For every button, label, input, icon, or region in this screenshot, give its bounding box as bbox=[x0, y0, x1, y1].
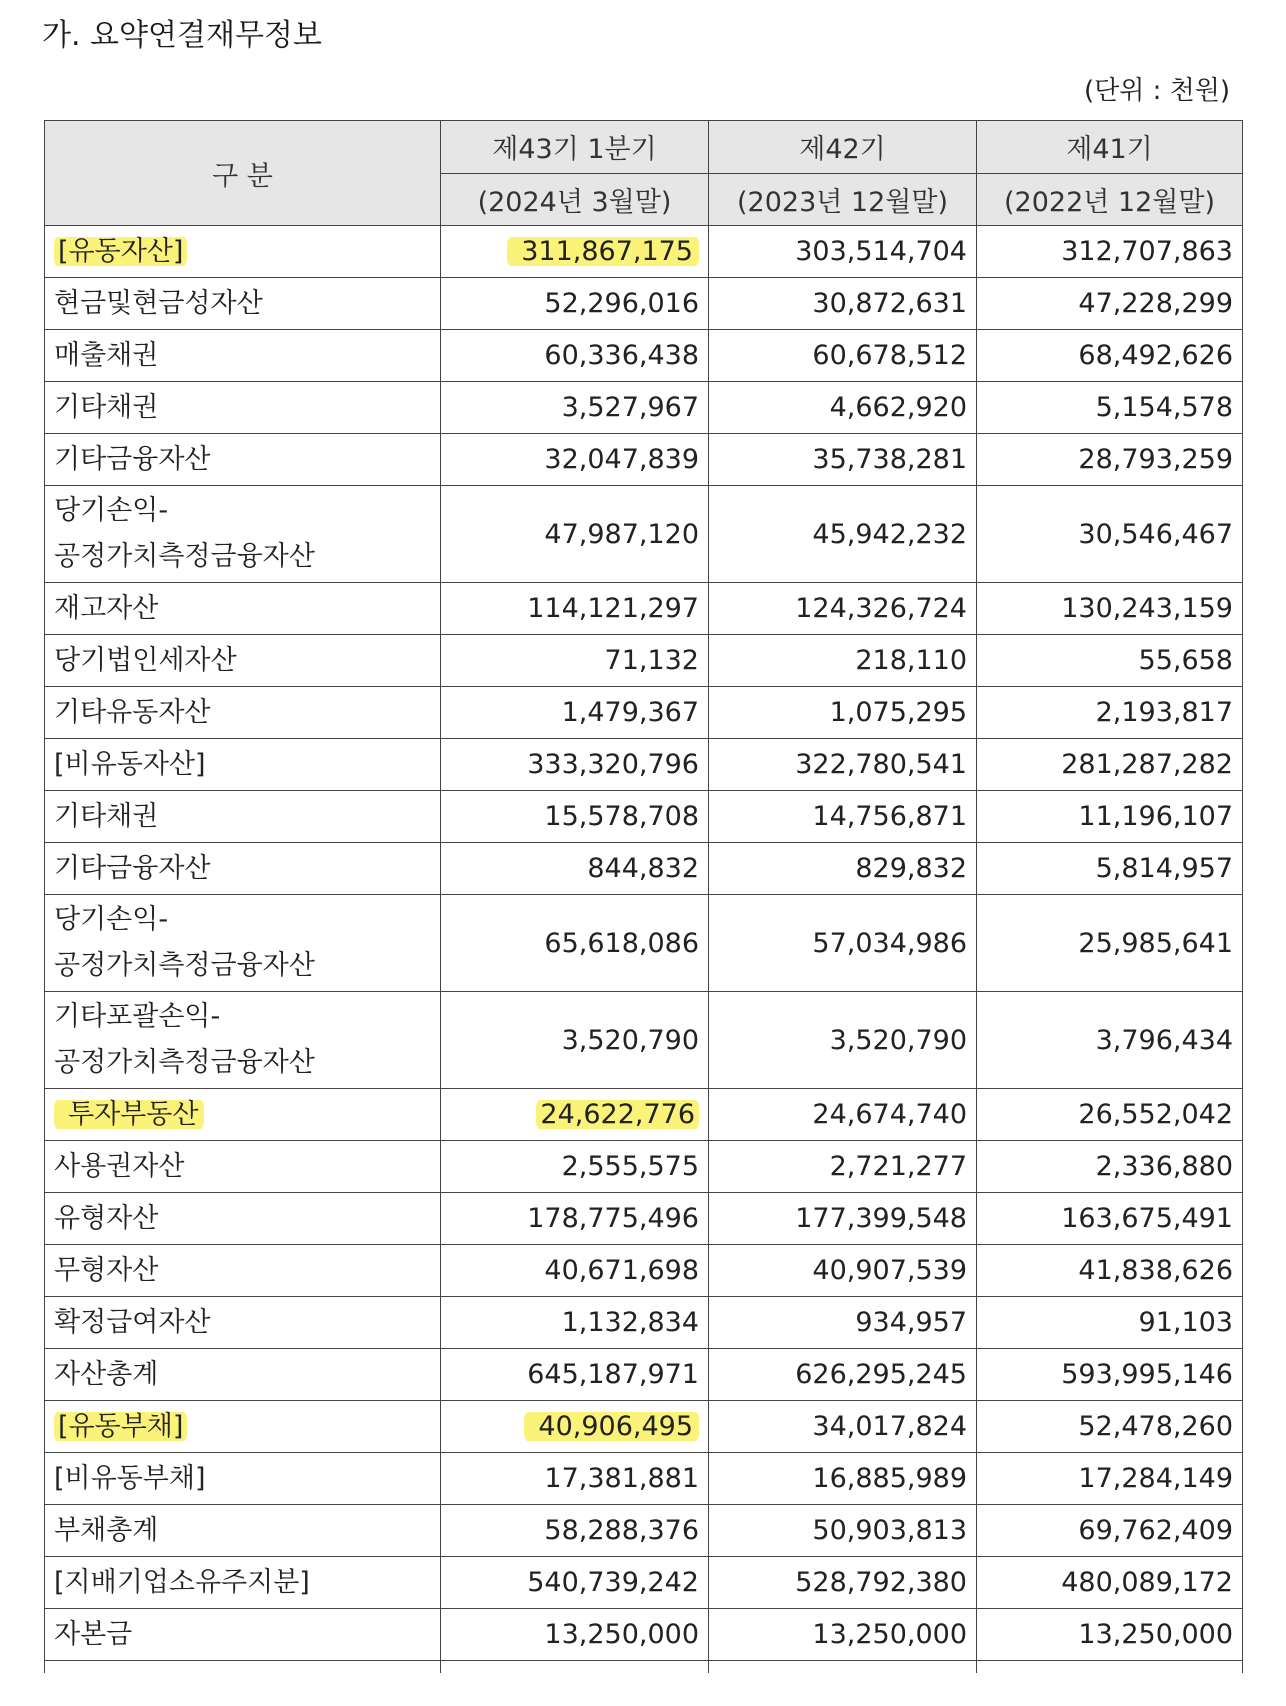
table-row bbox=[45, 1141, 1243, 1193]
table-row bbox=[45, 791, 1243, 843]
value-cell: 15,578,708 bbox=[441, 791, 709, 843]
value-cell: 1,075,295 bbox=[709, 687, 977, 739]
table-row bbox=[45, 1245, 1243, 1297]
value-cell: 130,243,159 bbox=[977, 583, 1243, 635]
header-period-name: 제43기 1분기 bbox=[441, 121, 709, 174]
empty-cell bbox=[977, 1661, 1243, 1674]
value-cell: 25,985,641 bbox=[977, 895, 1243, 992]
header-category: 구 분 bbox=[45, 121, 441, 226]
table-row bbox=[45, 635, 1243, 687]
row-label: 부채총계 bbox=[45, 1505, 441, 1557]
value-cell: 1,132,834 bbox=[441, 1297, 709, 1349]
table-row-cut bbox=[45, 1661, 1243, 1674]
value-cell: 528,792,380 bbox=[709, 1557, 977, 1609]
value-cell: 71,132 bbox=[441, 635, 709, 687]
highlight-mark: 311,867,175 bbox=[507, 234, 699, 269]
value-cell: 57,034,986 bbox=[709, 895, 977, 992]
value-cell: 13,250,000 bbox=[441, 1609, 709, 1661]
value-cell: 55,658 bbox=[977, 635, 1243, 687]
table-row bbox=[45, 1453, 1243, 1505]
highlight-mark: [유동부채] bbox=[54, 1409, 187, 1444]
value-cell: 218,110 bbox=[709, 635, 977, 687]
row-label: 매출채권 bbox=[45, 330, 441, 382]
value-cell: 5,154,578 bbox=[977, 382, 1243, 434]
value-cell: 40,671,698 bbox=[441, 1245, 709, 1297]
table-row bbox=[45, 278, 1243, 330]
header-period-name: 제41기 bbox=[977, 121, 1243, 174]
value-cell: 645,187,971 bbox=[441, 1349, 709, 1401]
row-label: 사용권자산 bbox=[45, 1141, 441, 1193]
row-label: [지배기업소유주지분] bbox=[45, 1557, 441, 1609]
value-cell: 26,552,042 bbox=[977, 1089, 1243, 1141]
value-cell: 114,121,297 bbox=[441, 583, 709, 635]
table-row bbox=[45, 1401, 1243, 1453]
value-cell: 60,678,512 bbox=[709, 330, 977, 382]
value-cell: 593,995,146 bbox=[977, 1349, 1243, 1401]
empty-cell bbox=[441, 1661, 709, 1674]
table-row bbox=[45, 583, 1243, 635]
value-cell: 3,796,434 bbox=[977, 992, 1243, 1089]
value-cell: 60,336,438 bbox=[441, 330, 709, 382]
value-cell: 17,284,149 bbox=[977, 1453, 1243, 1505]
value-cell: 626,295,245 bbox=[709, 1349, 977, 1401]
value-cell: 2,193,817 bbox=[977, 687, 1243, 739]
value-cell bbox=[441, 1401, 709, 1453]
summary-financial-table bbox=[44, 120, 1243, 1673]
row-label: 재고자산 bbox=[45, 583, 441, 635]
row-label: 당기법인세자산 bbox=[45, 635, 441, 687]
value-cell: 3,520,790 bbox=[441, 992, 709, 1089]
row-label: 기타채권 bbox=[45, 382, 441, 434]
table-row bbox=[45, 687, 1243, 739]
value-cell: 4,662,920 bbox=[709, 382, 977, 434]
value-cell: 52,296,016 bbox=[441, 278, 709, 330]
row-label: 기타금융자산 bbox=[45, 434, 441, 486]
row-label bbox=[45, 486, 441, 583]
value-cell bbox=[441, 226, 709, 278]
value-cell: 322,780,541 bbox=[709, 739, 977, 791]
table-row bbox=[45, 330, 1243, 382]
table-row bbox=[45, 895, 1243, 992]
row-label-line: 공정가치측정금융자산 bbox=[54, 1047, 315, 1078]
value-cell: 30,546,467 bbox=[977, 486, 1243, 583]
row-label: [비유동자산] bbox=[45, 739, 441, 791]
table-row bbox=[45, 1505, 1243, 1557]
value-cell: 58,288,376 bbox=[441, 1505, 709, 1557]
highlight-mark: 40,906,495 bbox=[524, 1409, 699, 1444]
value-cell: 52,478,260 bbox=[977, 1401, 1243, 1453]
table-row bbox=[45, 1089, 1243, 1141]
value-cell: 333,320,796 bbox=[441, 739, 709, 791]
row-label: 현금및현금성자산 bbox=[45, 278, 441, 330]
row-label-line: 당기손익- bbox=[54, 495, 169, 526]
table-row bbox=[45, 486, 1243, 583]
row-label-line: 공정가치측정금융자산 bbox=[54, 950, 315, 981]
table-row bbox=[45, 843, 1243, 895]
row-label: 기타유동자산 bbox=[45, 687, 441, 739]
value-cell: 17,381,881 bbox=[441, 1453, 709, 1505]
header-period-date: (2022년 12월말) bbox=[977, 173, 1243, 226]
value-cell: 124,326,724 bbox=[709, 583, 977, 635]
row-label-line: 당기손익- bbox=[54, 904, 169, 935]
table-row bbox=[45, 226, 1243, 278]
value-cell: 934,957 bbox=[709, 1297, 977, 1349]
table-row bbox=[45, 1297, 1243, 1349]
table-row bbox=[45, 1609, 1243, 1661]
row-label: 무형자산 bbox=[45, 1245, 441, 1297]
value-cell: 68,492,626 bbox=[977, 330, 1243, 382]
value-cell: 177,399,548 bbox=[709, 1193, 977, 1245]
value-cell: 32,047,839 bbox=[441, 434, 709, 486]
value-cell: 303,514,704 bbox=[709, 226, 977, 278]
header-period-name: 제42기 bbox=[709, 121, 977, 174]
value-cell: 47,987,120 bbox=[441, 486, 709, 583]
header-period-date: (2023년 12월말) bbox=[709, 173, 977, 226]
row-label: 자산총계 bbox=[45, 1349, 441, 1401]
row-label bbox=[45, 1401, 441, 1453]
value-cell: 34,017,824 bbox=[709, 1401, 977, 1453]
value-cell: 829,832 bbox=[709, 843, 977, 895]
value-cell: 47,228,299 bbox=[977, 278, 1243, 330]
header-period-date: (2024년 3월말) bbox=[441, 173, 709, 226]
value-cell: 540,739,242 bbox=[441, 1557, 709, 1609]
value-cell: 1,479,367 bbox=[441, 687, 709, 739]
value-cell: 35,738,281 bbox=[709, 434, 977, 486]
value-cell: 13,250,000 bbox=[977, 1609, 1243, 1661]
value-cell: 45,942,232 bbox=[709, 486, 977, 583]
table-row bbox=[45, 1193, 1243, 1245]
value-cell: 2,336,880 bbox=[977, 1141, 1243, 1193]
table-row bbox=[45, 739, 1243, 791]
row-label bbox=[45, 226, 441, 278]
row-label bbox=[45, 1089, 441, 1141]
value-cell: 30,872,631 bbox=[709, 278, 977, 330]
row-label: 기타금융자산 bbox=[45, 843, 441, 895]
value-cell: 5,814,957 bbox=[977, 843, 1243, 895]
unit-note: (단위 : 천원) bbox=[1083, 76, 1230, 106]
highlight-mark: 24,622,776 bbox=[536, 1097, 699, 1132]
value-cell: 312,707,863 bbox=[977, 226, 1243, 278]
row-label bbox=[45, 992, 441, 1089]
value-cell: 480,089,172 bbox=[977, 1557, 1243, 1609]
value-cell: 13,250,000 bbox=[709, 1609, 977, 1661]
row-label: [비유동부채] bbox=[45, 1453, 441, 1505]
table-row bbox=[45, 434, 1243, 486]
table-row bbox=[45, 992, 1243, 1089]
value-cell: 50,903,813 bbox=[709, 1505, 977, 1557]
value-cell: 281,287,282 bbox=[977, 739, 1243, 791]
value-cell: 16,885,989 bbox=[709, 1453, 977, 1505]
value-cell bbox=[441, 1089, 709, 1141]
row-label-line: 기타포괄손익- bbox=[54, 1001, 221, 1032]
table-row bbox=[45, 1557, 1243, 1609]
value-cell: 844,832 bbox=[441, 843, 709, 895]
value-cell: 40,907,539 bbox=[709, 1245, 977, 1297]
value-cell: 11,196,107 bbox=[977, 791, 1243, 843]
empty-cell bbox=[709, 1661, 977, 1674]
highlight-mark: 투자부동산 bbox=[54, 1097, 204, 1132]
value-cell: 41,838,626 bbox=[977, 1245, 1243, 1297]
value-cell: 91,103 bbox=[977, 1297, 1243, 1349]
row-label-line: 공정가치측정금융자산 bbox=[54, 541, 315, 572]
value-cell: 2,555,575 bbox=[441, 1141, 709, 1193]
value-cell: 24,674,740 bbox=[709, 1089, 977, 1141]
row-label: 자본금 bbox=[45, 1609, 441, 1661]
value-cell: 2,721,277 bbox=[709, 1141, 977, 1193]
header-row-period bbox=[45, 121, 1243, 174]
row-label bbox=[45, 895, 441, 992]
value-cell: 3,527,967 bbox=[441, 382, 709, 434]
row-label: 기타채권 bbox=[45, 791, 441, 843]
highlight-mark: [유동자산] bbox=[54, 234, 187, 269]
section-title: 가. 요약연결재무정보 bbox=[42, 18, 322, 53]
row-label: 확정급여자산 bbox=[45, 1297, 441, 1349]
value-cell: 14,756,871 bbox=[709, 791, 977, 843]
empty-cell bbox=[45, 1661, 441, 1674]
row-label: 유형자산 bbox=[45, 1193, 441, 1245]
value-cell: 65,618,086 bbox=[441, 895, 709, 992]
value-cell: 178,775,496 bbox=[441, 1193, 709, 1245]
value-cell: 3,520,790 bbox=[709, 992, 977, 1089]
value-cell: 69,762,409 bbox=[977, 1505, 1243, 1557]
table-row bbox=[45, 1349, 1243, 1401]
value-cell: 163,675,491 bbox=[977, 1193, 1243, 1245]
table-row bbox=[45, 382, 1243, 434]
value-cell: 28,793,259 bbox=[977, 434, 1243, 486]
